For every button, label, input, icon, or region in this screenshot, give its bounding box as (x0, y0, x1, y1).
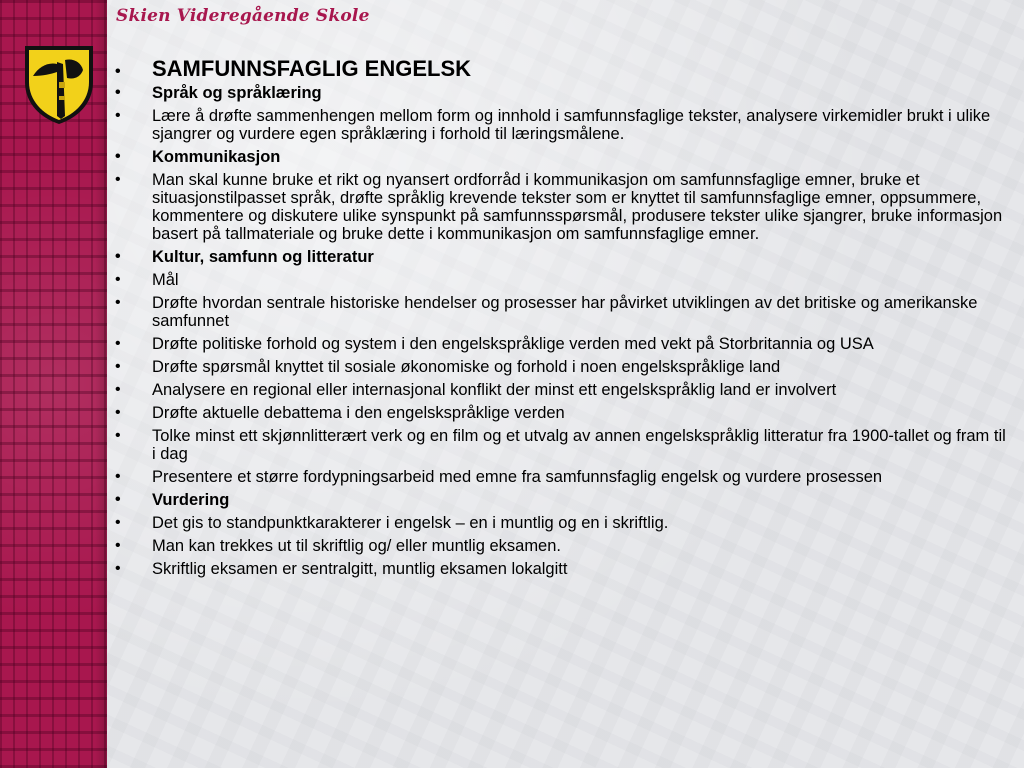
bullet-item: • Man skal kunne bruke et rikt og nyansert ordforråd i kommunikasjon om samfunnsfaglige emner, bruke et situasjonstilpasset språk, drøfte språklig krevende tekster som er knyttet til samfunnsfaglige emner, oppsummere, kommentere og diskutere ulike synspunkt på samfunnsspørsmål, produsere tekster ulike sjangrer, bruke informasjon basert på tallmateriale og bruke dette i kommunikasjon om samfunnsfaglige emner. (112, 171, 1012, 243)
bullet-item: • Drøfte politiske forhold og system i den engelskspråklige verden med vekt på Storbritannia og USA (112, 335, 1012, 353)
bullet-item: • Drøfte hvordan sentrale historiske hendelser og prosesser har påvirket utviklingen av det britiske og amerikanske samfunnet (112, 294, 1012, 330)
bullet-item: • Skriftlig eksamen er sentralgitt, muntlig eksamen lokalgitt (112, 560, 1012, 578)
bullet-item: • Drøfte spørsmål knyttet til sosiale økonomiske og forhold i noen engelskspråklige land (112, 358, 1012, 376)
bullet-item: • Drøfte aktuelle debattema i den engelskspråklige verden (112, 404, 1012, 422)
bullet-item: • Det gis to standpunktkarakterer i engelsk – en i muntlig og en i skriftlig. (112, 514, 1012, 532)
bullet-item: • Mål (112, 271, 1012, 289)
section-heading: • Kommunikasjon (112, 148, 1012, 166)
school-name: Skien Videregående Skole (116, 6, 370, 26)
section-heading: • Kultur, samfunn og litteratur (112, 248, 1012, 266)
section-heading: • Vurdering (112, 491, 1012, 509)
bullet-item: • Presentere et større fordypningsarbeid med emne fra samfunnsfaglig engelsk og vurdere prosessen (112, 468, 1012, 486)
section-heading: • Språk og språklæring (112, 84, 1012, 102)
bullet-item: • Lære å drøfte sammenhengen mellom form og innhold i samfunnsfaglige tekster, analysere virkemidler brukt i ulike sjangrer og vurdere egen språklæring i forhold til læringsmålene. (112, 107, 1012, 143)
slide-title: • SAMFUNNSFAGLIG ENGELSK (112, 56, 1012, 82)
bullet-list (112, 56, 1012, 578)
bullet-item: • Man kan trekkes ut til skriftlig og/ eller muntlig eksamen. (112, 537, 1012, 555)
bullet-item: • Tolke minst ett skjønnlitterært verk og en film og et utvalg av annen engelskspråklig litteratur fra 1900-tallet og fram til i dag (112, 427, 1012, 463)
axe-shield-icon (21, 42, 97, 126)
bullet-content (112, 56, 1012, 583)
bullet-item: • Analysere en regional eller internasjonal konflikt der minst ett engelskspråklig land er involvert (112, 381, 1012, 399)
